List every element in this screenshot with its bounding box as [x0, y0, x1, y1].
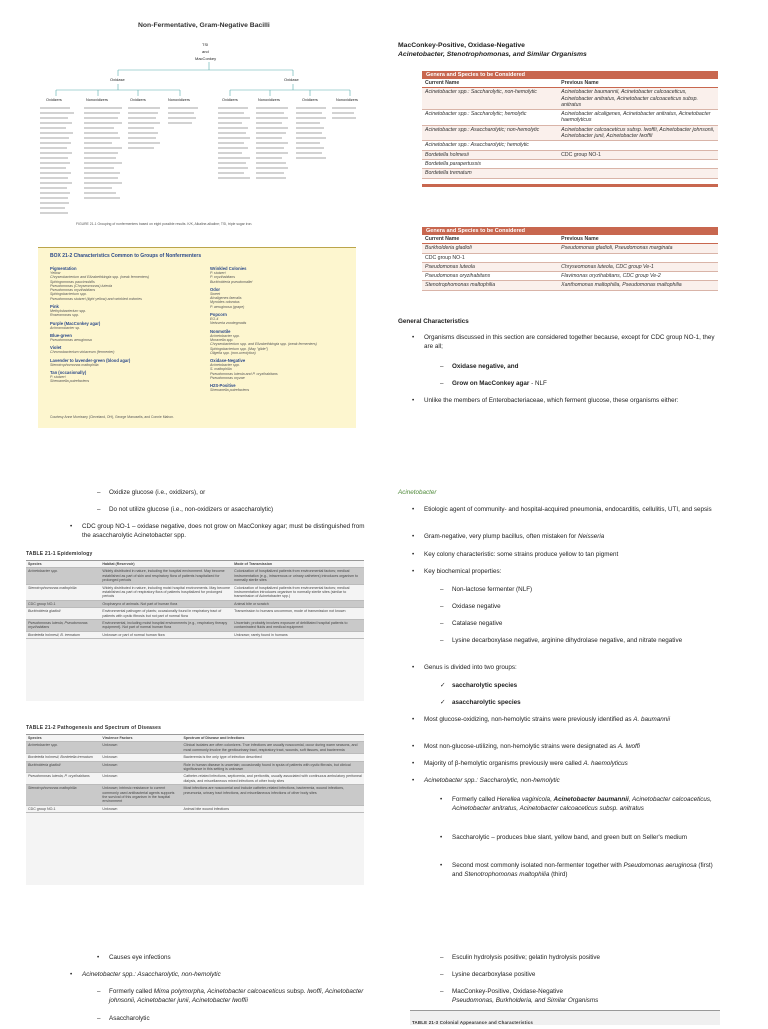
list-item: • Genus is divided into two groups: [412, 664, 517, 671]
table-row: Stenotrophomonas maltophilia Unknown; intrinsic resistance to current commonly used antibacterial agents supports the survival of this organism in the hospital environment Most infections are nosocomial and include catheter-related infections, bacteremia, wound infections, pneumonia, urinary tract infections, and miscellaneous infections of other body sites [26, 785, 364, 806]
table-row: Stenotrophomonas maltophilia Xanthomonas maltophilia, Pseudomonas maltophilia [422, 281, 718, 290]
table-row: Bordetella holmesii, Bordetella trematum Unknown Bacteremia is the only type of infection described [26, 754, 364, 761]
list-item: • Unlike the members of Enterobacteriaceae, which ferment glucose, these organisms either: [412, 397, 679, 404]
box-title: BOX 21-2 Characteristics Common to Groups of Nonfermenters [50, 253, 202, 259]
list-item: • Formerly called Herellea vaginicola, Acinetobacter baumannii, Acinetobacter calcoaceticus, Acinetobacter anitratus, Acinetobacter calcoaceticus subsp. anitratus [440, 796, 712, 812]
box-section: Tan (occasionally) P. stutzeri Shewanella putrefaciens [50, 369, 90, 384]
list-item: – Do not utilize glucose (i.e., non-oxidizers or asaccharolytic) [97, 506, 274, 513]
dash-icon: – [440, 971, 444, 978]
bullet-icon: • [412, 334, 415, 341]
list-item: • Most non-glucose-utilizing, non-hemolytic strains were designated as A. lwoffi [412, 743, 640, 750]
list-item: – Esculin hydrolysis positive; gelatin hydrolysis positive [440, 954, 601, 961]
dash-icon: – [440, 620, 444, 627]
bullet-icon: • [412, 777, 415, 784]
table-21-1-title: TABLE 21-1 Epidemiology [26, 551, 93, 557]
table-header-bar: Genera and Species to be Considered [422, 227, 718, 235]
col-previous: Previous Name [558, 79, 718, 88]
list-item: ✓ saccharolytic species [440, 682, 518, 689]
table-row: Bordetella holmesii, B. trematum Unknown or part of normal human flora Unknown; rarely found in humans [26, 631, 364, 638]
dash-icon: – [97, 489, 101, 496]
table-21-2: Species Virulence Factors Spectrum of Disease and Infections Acinetobacter spp. Unknown Clinical isolates are often colonizers. True infections are usually nosocomial, occur during warm seasons, and most commonly involve the genitourinary tract, respiratory tract, wounds, soft tissues, and bacteremia Bordetella holmesii, Bordetella trematum Unknown Bacteremia is the only type of infection described Burkholderia gladioli Unknown Role in human disease is uncertain; occasionally found in sputa of patients with cystic fibrosis, but clinical significance in this setting is unknown Pseudomonas luteola, P. oryzihabitans Unknown Catheter-related infections, septicemia, and peritonitis, usually associated with continuous ambulatory peritoneal dialysis, and miscellaneous mixed infections of other body sites Stenotrophomonas maltophilia Unknown; intrinsic resistance to current commonly used antibacterial agents supports the survival of this organism in the hospital environment Most infections are nosocomial and include catheter-related infections, bacteremia, wound infections, pneumonia, urinary tract infections, and miscellaneous infections of other body sites CDC group NO-1 Unknown Animal bite wound infections [26, 734, 364, 885]
list-item: – Grow on MacConkey agar - NLF [440, 380, 547, 387]
list-item: – Non-lactose fermenter (NLF) [440, 586, 533, 593]
box-section: Violet Chromobacterium violaceum (fermenter) [50, 345, 115, 355]
box-section: H2S-Positive Shewanella putrefaciens [210, 383, 250, 393]
list-item: • CDC group NO-1 – oxidase negative, does not grow on MacConkey agar; must be distinguished from the asaccharolytic Acinetobacter spp. [70, 523, 365, 539]
box-credit: Courtesy Anne Morrissey (Cleveland, OH), George Manuselis, and Connie Mahon. [50, 415, 175, 419]
bullet-icon: • [412, 664, 415, 671]
bullet-icon: • [440, 796, 443, 803]
figure-21-1 [38, 22, 358, 240]
dash-icon: – [97, 506, 101, 513]
box-section: Lavender to lavender-green (blood agar) Stenotrophomonas maltophilia [50, 357, 131, 367]
box-section: Pigmentation Yellow Chryseobacterium and Elizabethkingia spp. (weak fermenters) Sphingomonas paucimobilis Pseudomonas (Chryseomonas) luteola Pseudomonas oryzihabitans Sphingobacterium spp. Pseudomonas stutzeri (light yellow) and wrinkled colonies [50, 266, 150, 301]
dash-icon: – [440, 380, 444, 387]
list-item: • Saccharolytic – produces blue slant, yellow band, and green butt on Seller's medium [440, 834, 688, 841]
table-divider [422, 184, 718, 187]
list-item: • Organisms discussed in this section are considered together because, except for CDC group NO-1, they are all; [412, 334, 715, 350]
bullet-icon: • [412, 506, 415, 513]
list-item: • Most glucose-oxidizing, non-hemolytic strains were previously identified as A. baumannii [412, 716, 671, 723]
list-item: ✓ asaccharolytic species [440, 699, 521, 706]
section-subheading: Acinetobacter, Stenotrophomonas, and Similar Organisms [398, 51, 587, 58]
table-row: Acinetobacter spp. Unknown Clinical isolates are often colonizers. True infections are usually nosocomial, occur during warm seasons, and most commonly involve the genitourinary tract, respiratory tract, wounds, soft tissues, and bacteremia [26, 742, 364, 754]
genera-table-1 [422, 71, 718, 187]
table-21-3-title: TABLE 21-3 Colonial Appearance and Characteristics [410, 1010, 720, 1025]
list-item: • Etiologic agent of community- and hospital-acquired pneumonia, endocarditis, cellulitis, UTI, and sepsis [412, 506, 712, 513]
table-row: Pseudomonas luteola Chryseomonas luteola, CDC group Ve-1 [422, 262, 718, 271]
checkmark-icon: ✓ [440, 699, 446, 706]
list-item: – Formerly called Mima polymorpha, Acinetobacter calcoaceticus subsp. lwoffi, Acinetobacter johnsonii, Acinetobacter junii, Acinetobacter lwoffii [97, 988, 364, 1004]
list-item: • Causes eye infections [97, 954, 171, 961]
tree-leaf: Oxidizers [130, 98, 146, 102]
table-row: Acinetobacter spp.: Asaccharolytic; non-hemolytic Acinetobacter calcoaceticus subsp. lwoffii, Acinetobacter johnsonii, Acinetobacter junii, Acinetobacter lwoffii [422, 125, 718, 141]
col-previous: Previous Name [558, 235, 718, 244]
dash-icon: – [440, 637, 444, 644]
box-section: Pink Methylobacterium spp. Roseomonas spp. [50, 304, 87, 318]
checkmark-icon: ✓ [440, 682, 446, 689]
table-row: Bordetella holmesii CDC group NO-1 [422, 150, 718, 159]
tree-leaf: Oxidizers [302, 98, 318, 102]
table-row: Burkholderia gladioli Unknown Role in human disease is uncertain; occasionally found in sputa of patients with cystic fibrosis, but clinical significance in this setting is unknown [26, 761, 364, 773]
tree-leaf: Nonoxidizers [86, 98, 108, 102]
table-row: Acinetobacter spp. Widely distributed in nature, including the hospital environment. May become established as part of skin and respiratory flora of patients hospitalized for prolonged periods Colonization of hospitalized patients from environmental factors; medical instrumentation (e.g., intravenous or urinary catheters) introduces organism to normally sterile sites [26, 568, 364, 584]
bullet-icon: • [97, 954, 100, 961]
table-row: Acinetobacter spp.: Asaccharolytic; hemolytic [422, 141, 718, 150]
table-row: Burkholderia gladioli Environmental pathogen of plants; occasionally found in respiratory tract of patients with cystic fibrosis but not part of normal flora Transmission to humans uncommon, mode of transmission not known [26, 608, 364, 620]
table-row: Bordetella trematum [422, 169, 718, 178]
bullet-icon: • [412, 743, 415, 750]
box-section: Nonmotile Acinetobacter spp. Moraxella spp. Chryseobacterium spp. and Elizabethkingia spp. (weak fermenters) Sphingobacterium spp. (May "glide") Oligella spp. (non-ureolytica) [210, 328, 317, 355]
box-section: Wrinkled Colonies P. stutzeri P. oryzihabitans Burkholderia pseudomallei [210, 266, 253, 284]
table-row: CDC group NO-1 [422, 253, 718, 262]
list-item: • Key biochemical properties: [412, 568, 502, 575]
section-heading: MacConkey-Positive, Oxidase-Negative [398, 42, 525, 49]
tree-oxidase-left: Oxidase [110, 77, 125, 82]
tree-leaf: Nonoxidizers [258, 98, 280, 102]
table-row: Acinetobacter spp.: Saccharolytic, non-hemolytic Acinetobacter baumannii, Acinetobacter calcoaceticus, Acinetobacter anitratus, Acinetobacter calcoaceticus subsp. anitratus [422, 88, 718, 110]
bullet-icon: • [412, 551, 415, 558]
figure-caption: FIGURE 21-1 Grouping of nonfermenters based on eight possible results. K/K, Alkaline-alkaline; TSI, triple sugar iron. [76, 222, 253, 226]
dash-icon: – [97, 988, 101, 995]
dash-icon: – [440, 954, 444, 961]
table-row: CDC group NO-1 Oropharynx of animals. Not part of human flora Animal bite or scratch [26, 600, 364, 607]
box-21-2 [38, 247, 356, 428]
dash-icon: – [440, 603, 444, 610]
tree-and: and [202, 49, 209, 54]
bullet-icon: • [412, 533, 415, 540]
bullet-icon: • [412, 760, 415, 767]
table-row: Stenotrophomonas maltophilia Widely distributed in nature, including moist hospital environments. May become established as part of respiratory flora of patients hospitalized for prolonged periods Colonization of hospitalized patients from environmental factors; medical instrumentation introduces organism to normally sterile sites (similar to transmission of Acinetobacter spp.) [26, 584, 364, 600]
box-left-column [50, 266, 200, 383]
list-item: – Lysine decarboxylase positive [440, 971, 536, 978]
bullet-icon: • [412, 716, 415, 723]
tree-leaf: Nonoxidizers [168, 98, 190, 102]
box-section: Oxidase-Negative Acinetobacter spp. S. maltophilia Pseudomonas luteola and P. oryzihabitans Pseudomonas oryzae [210, 358, 278, 381]
list-item: – Asaccharolytic [97, 1015, 150, 1022]
dash-icon: – [440, 586, 444, 593]
table-header-bar: Genera and Species to be Considered [422, 71, 718, 79]
list-item: – Oxidize glucose (i.e., oxidizers), or [97, 489, 206, 496]
section-subheading: Pseudomonas, Burkholderia, and Similar Organisms [452, 997, 599, 1004]
table-21-2-title: TABLE 21-2 Pathogenesis and Spectrum of Diseases [26, 725, 162, 731]
tree-leaf: Oxidizers [46, 98, 62, 102]
list-item: • Acinetobacter spp.: Saccharolytic, non-hemolytic [412, 777, 560, 784]
list-item: • Acinetobacter spp.: Asaccharolytic, non-hemolytic [70, 971, 221, 978]
table-row: Pseudomonas luteola, P. oryzihabitans Unknown Catheter-related infections, septicemia, and peritonitis, usually associated with continuous ambulatory peritoneal dialysis, and miscellaneous mixed infections of other body sites [26, 773, 364, 785]
box-section: Purple (MacConkey agar) Achromobacter sp. [50, 320, 101, 330]
bullet-icon: • [70, 971, 73, 978]
list-item: • Gram-negative, very plump bacillus, often mistaken for Neisseria [412, 533, 605, 540]
dash-icon: – [440, 988, 444, 995]
tree-oxidase-right: Oxidase [284, 77, 299, 82]
box-right-column [210, 266, 350, 393]
bullet-icon: • [70, 523, 73, 530]
list-item: – MacConkey-Positive, Oxidase-Negative [440, 988, 563, 995]
genera-table-2 [422, 227, 718, 291]
list-item: • Majority of β-hemolytic organisms previously were called A. haemolyticus [412, 760, 628, 767]
table-21-1: Species Habitat (Reservoir) Mode of Transmission Acinetobacter spp. Widely distributed in nature, including the hospital environment. May become established as part of skin and respiratory flora of patients hospitalized for prolonged periods Colonization of hospitalized patients from environmental factors; medical instrumentation (e.g., intravenous or urinary catheters) introduces organism to normally sterile sites Stenotrophomonas maltophilia Widely distributed in nature, including moist hospital environments. May become established as part of respiratory flora of patients hospitalized for prolonged periods Colonization of hospitalized patients from environmental factors; medical instrumentation introduces organism to normally sterile sites (similar to transmission of Acinetobacter spp.) CDC group NO-1 Oropharynx of animals. Not part of human flora Animal bite or scratch Burkholderia gladioli Environmental pathogen of plants; occasionally found in respiratory tract of patients with cystic fibrosis but not part of normal flora Transmission to humans uncommon, mode of transmission not known Pseudomonas luteola, Pseudomonas oryzihabitans Environmental, including moist hospital environments (e.g., respiratory therapy equipment). Not part of normal human flora Uncertain; probably involves exposure of debilitated hospital patients to contaminated fluids and medical equipment Bordetella holmesii, B. trematum Unknown or part of normal human flora Unknown; rarely found in humans [26, 560, 364, 701]
table-row: CDC group NO-1 Unknown Animal bite wound infections [26, 805, 364, 812]
list-item: – Catalase negative [440, 620, 503, 627]
box-section: Odor Sweet Alcaligenes faecalis Myroides odoratus P. aeruginosa (grape) [210, 286, 245, 309]
bullet-icon: • [412, 397, 415, 404]
col-current: Current Name [422, 79, 558, 88]
dash-icon: – [440, 363, 444, 370]
acinetobacter-title: Acinetobacter [398, 489, 437, 496]
figure-title: Non-Fermentative, Gram-Negative Bacilli [138, 22, 270, 29]
general-characteristics-title: General Characteristics [398, 318, 469, 325]
list-item: • Key colony characteristic: some strains produce yellow to tan pigment [412, 551, 619, 558]
bullet-icon: • [412, 568, 415, 575]
list-item: • Second most commonly isolated non-fermenter together with Pseudomonas aeruginosa (first) and Stenotrophomonas maltophilia (third) [440, 862, 713, 878]
col-current: Current Name [422, 235, 558, 244]
bullet-icon: • [440, 834, 443, 841]
tree-mac: MacConkey [195, 56, 217, 61]
organism-list-lines [38, 105, 358, 217]
table-row: Acinetobacter spp.: Saccharolytic; hemolytic Acinetobacter alcaligenes, Acinetobacter anitratus, Acinetobacter haemolyticus [422, 110, 718, 126]
table-row: Pseudomonas luteola, Pseudomonas oryzihabitans Environmental, including moist hospital environments (e.g., respiratory therapy equipment). Not part of normal human flora Uncertain; probably involves exposure of debilitated hospital patients to contaminated fluids and medical equipment [26, 620, 364, 632]
tree-root: TSI [202, 42, 209, 47]
table-row: Burkholderia gladioli Pseudomonas gladioli, Pseudomonas marginata [422, 244, 718, 253]
box-section: Blue-green Pseudomonas aeruginosa [50, 332, 92, 342]
list-item: – Lysine decarboxylase negative, arginine dihydrolase negative, and nitrate negative [440, 637, 683, 644]
table-row: Bordetella parapertussis [422, 159, 718, 168]
list-item: – Oxidase negative, and [440, 363, 519, 370]
tree-leaf: Nonoxidizers [336, 98, 358, 102]
box-section: Popcorn EO-4 Neisseria zoodegmatis [210, 312, 247, 326]
table-row: Pseudomonas oryzihabitans Flavimonas oryzihabitans, CDC group Ve-2 [422, 272, 718, 281]
bullet-icon: • [440, 862, 443, 869]
dash-icon: – [97, 1015, 101, 1022]
list-item: – Oxidase negative [440, 603, 501, 610]
tree-leaf: Oxidizers [222, 98, 238, 102]
